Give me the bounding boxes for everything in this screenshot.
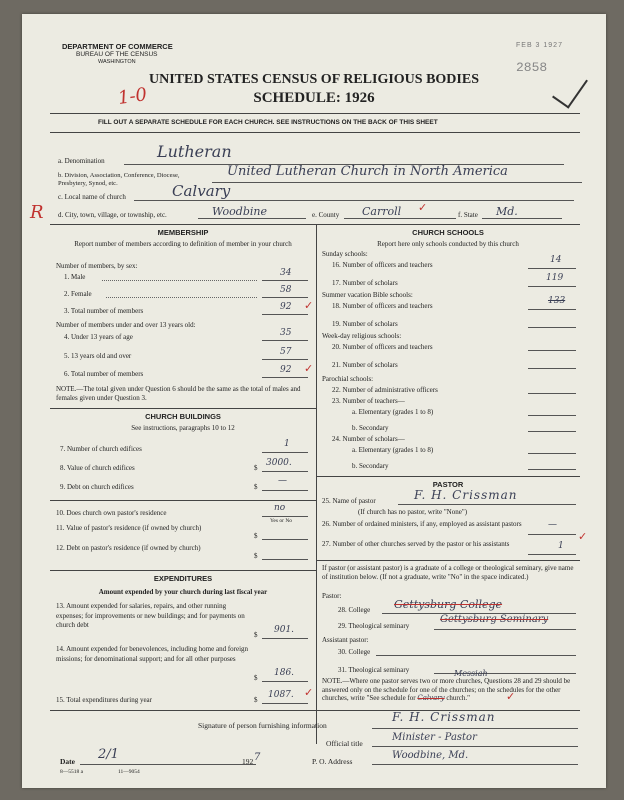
- q27-label: 27. Number of other churches served by the pastor or his assistants: [322, 540, 510, 548]
- buildings-title: CHURCH BUILDINGS: [145, 412, 221, 421]
- q2-label: 2. Female: [64, 290, 92, 298]
- q4-label: 4. Under 13 years of age: [64, 333, 133, 341]
- weekday-heading: Week-day religious schools:: [322, 332, 402, 340]
- pastor-note-struck: Calvary: [417, 694, 445, 702]
- side-mark: R: [30, 202, 44, 223]
- county-label: e. County: [312, 211, 340, 219]
- red-mark: 1-0: [116, 84, 149, 109]
- q3-label: 3. Total number of members: [64, 307, 144, 315]
- received-stamp: FEB 3 1927: [516, 42, 563, 49]
- q5-value: 57: [280, 347, 292, 357]
- pastor-note: [322, 677, 576, 703]
- denomination-label: a. Denomination: [58, 157, 105, 165]
- q8-value: 3000.: [266, 458, 292, 468]
- q21-label: 21. Number of scholars: [332, 361, 398, 369]
- q28-label: 28. College: [338, 606, 371, 614]
- pastor-note-insert: Messiah: [454, 669, 488, 678]
- q14-label: 14. Amount expended for benevolences, including home and foreign missions; for denominational support; and for all other purposes: [56, 645, 249, 663]
- pastor-subheading: Pastor:: [322, 592, 342, 600]
- red-check-icon: ✓: [304, 687, 314, 699]
- membership-title: MEMBERSHIP: [157, 228, 209, 237]
- red-check-icon: ✓: [418, 202, 428, 214]
- red-check-icon: ✓: [578, 531, 588, 543]
- membership-intro: Report number of members according to definition of member in your church: [74, 240, 292, 248]
- q27-value: 1: [558, 541, 564, 551]
- q24b-label: b. Secondary: [352, 462, 389, 470]
- q30-label: 30. College: [338, 648, 371, 656]
- q24a-label: a. Elementary (grades 1 to 8): [352, 446, 434, 454]
- q16-value: 14: [550, 255, 562, 265]
- q15-value: 1087.: [268, 690, 294, 700]
- q10-label: 10. Does church own pastor's residence: [56, 509, 167, 517]
- q2-value: 58: [280, 285, 292, 295]
- q28-value: Gettysburg College: [394, 598, 503, 611]
- yes-no-hint: Yes or No: [270, 518, 293, 524]
- membership-note: NOTE.—The total given under Question 6 should be the same as the total of males and females given under Question 3.: [56, 385, 301, 402]
- form-title: UNITED STATES CENSUS OF RELIGIOUS BODIES: [148, 72, 479, 87]
- sunday-heading: Sunday schools:: [322, 250, 368, 258]
- date-label: Date: [60, 757, 75, 766]
- q9-label: 9. Debt on church edifices: [60, 483, 134, 491]
- year-prefix: 192: [242, 757, 254, 766]
- county-value: Carroll: [362, 205, 402, 218]
- q26-value: —: [548, 520, 557, 530]
- q4-value: 35: [280, 328, 292, 338]
- sex-heading: Number of members, by sex:: [56, 262, 138, 270]
- red-check-icon: ✓: [506, 691, 516, 703]
- q31-label: 31. Theological seminary: [338, 666, 410, 674]
- q16-label: 16. Number of officers and teachers: [332, 261, 433, 269]
- q7-label: 7. Number of church edifices: [60, 445, 142, 453]
- q23-label: 23. Number of teachers—: [332, 397, 405, 405]
- q17-value: 119: [546, 273, 564, 283]
- q1-label: 1. Male: [64, 273, 86, 281]
- q13-value: 901.: [274, 625, 295, 635]
- serial-number: 2858: [516, 60, 548, 75]
- q6-value: 92: [280, 365, 292, 375]
- q19-label: 19. Number of scholars: [332, 320, 398, 328]
- q5-label: 5. 13 years old and over: [64, 352, 132, 360]
- q29-label: 29. Theological seminary: [338, 622, 410, 630]
- q10-value: no: [274, 503, 286, 513]
- denomination-value: Lutheran: [157, 142, 232, 161]
- bureau-name: BUREAU OF THE CENSUS: [76, 51, 158, 58]
- q12-label: 12. Debt on pastor's residence (if owned by church): [56, 544, 201, 552]
- expenditures-title: EXPENDITURES: [153, 574, 213, 583]
- division-value: United Lutheran Church in North America: [227, 164, 508, 179]
- graduate-intro: If pastor (or assistant pastor) is a graduate of a college or theological seminary, give name of institution below. (If not a graduate, write "No" in the space indicated.): [322, 564, 574, 581]
- schools-title: CHURCH SCHOOLS: [412, 228, 484, 237]
- q9-value: —: [278, 476, 287, 486]
- form-number: 8—5518 a: [60, 769, 84, 775]
- city-label: d. City, town, village, or township, etc.: [58, 211, 167, 219]
- state-label: f. State: [458, 211, 478, 219]
- q18-label: 18. Number of officers and teachers: [332, 302, 433, 310]
- summer-heading: Summer vacation Bible schools:: [322, 291, 413, 299]
- buildings-sub: See instructions, paragraphs 10 to 12: [131, 424, 235, 432]
- q11-label: 11. Value of pastor's residence (if owned by church): [56, 524, 202, 532]
- signature-label: Signature of person furnishing information: [198, 721, 327, 730]
- q15-label: 15. Total expenditures during year: [56, 696, 152, 704]
- assistant-subheading: Assistant pastor:: [322, 636, 369, 644]
- pastor-name: F. H. Crissman: [414, 488, 518, 502]
- q24-label: 24. Number of scholars—: [332, 435, 405, 443]
- q18-value: 133: [548, 296, 566, 306]
- q17-label: 17. Number of scholars: [332, 279, 398, 287]
- red-check-icon: ✓: [304, 300, 314, 312]
- po-address-label: P. O. Address: [312, 757, 353, 766]
- parochial-heading: Parochial schools:: [322, 375, 374, 383]
- city-value: Woodbine: [212, 205, 267, 218]
- q13-label: 13. Amount expended for salaries, repairs, and other running expenses; for improvements or new buildings; and for payments on church debt: [56, 602, 245, 629]
- q26-label: 26. Number of ordained ministers, if any, employed as assistant pastors: [322, 520, 522, 528]
- q22-label: 22. Number of administrative officers: [332, 386, 438, 394]
- q7-value: 1: [284, 439, 290, 449]
- year-value: 7: [254, 752, 261, 763]
- q25-note: (If church has no pastor, write "None"): [358, 508, 468, 516]
- q14-value: 186.: [274, 668, 295, 678]
- q3-value: 92: [280, 302, 292, 312]
- form-schedule: SCHEDULE: 1926: [253, 90, 375, 106]
- date-value: 2/1: [98, 747, 119, 762]
- q23b-label: b. Secondary: [352, 424, 389, 432]
- po-address-value: Woodbine, Md.: [392, 750, 469, 761]
- division-label: b. Division, Association, Conference, Diocese, Presbytery, Synod, etc.: [58, 172, 180, 187]
- q8-label: 8. Value of church edifices: [60, 464, 135, 472]
- q25-label: 25. Name of pastor: [322, 497, 376, 505]
- official-title-value: Minister - Pastor: [392, 732, 477, 743]
- age-heading: Number of members under and over 13 years old:: [56, 321, 196, 329]
- signature-value: F. H. Crissman: [392, 710, 496, 724]
- city-name: WASHINGTON: [98, 59, 136, 65]
- q20-label: 20. Number of officers and teachers: [332, 343, 433, 351]
- state-value: Md.: [496, 205, 518, 218]
- expenditures-sub: Amount expended by your church during last fiscal year: [98, 588, 268, 596]
- q29-value: Gettysburg Seminary: [440, 614, 549, 625]
- instructions: FILL OUT A SEPARATE SCHEDULE FOR EACH CHURCH. SEE INSTRUCTIONS ON THE BACK OF THIS SHEET: [98, 119, 438, 126]
- red-check-icon: ✓: [304, 363, 314, 375]
- print-number: 11—9054: [118, 769, 140, 775]
- church-name-label: c. Local name of church: [58, 193, 126, 201]
- church-name-value: Calvary: [172, 182, 231, 200]
- pastor-note-text: NOTE.—Where one pastor serves two or more churches, Questions 28 and 29 should be answered only on the schedule for one of the churches; on the schedules for the other churches, write "See schedule for: [322, 677, 571, 702]
- pastor-note-end: church.": [446, 694, 470, 702]
- dept-name: DEPARTMENT OF COMMERCE: [62, 42, 173, 51]
- pastor-title: PASTOR: [432, 480, 464, 489]
- official-title-label: Official title: [326, 739, 363, 748]
- schools-intro: Report here only schools conducted by this church: [377, 240, 519, 248]
- q6-label: 6. Total number of members: [64, 370, 144, 378]
- q1-value: 34: [280, 268, 292, 278]
- q23a-label: a. Elementary (grades 1 to 8): [352, 408, 434, 416]
- census-schedule: DEPARTMENT OF COMMERCE BUREAU OF THE CENSUS WASHINGTON FEB 3 1927 2858 UNITED STATES CENSUS OF RELIGIOUS BODIES SCHEDULE: 1926 1-0 FILL OUT A SEPARATE SCHEDULE FOR EACH CHURCH. SEE INSTRUCTIONS ON THE BACK OF THIS SHEET a. Denomination Lutheran b. Division, Association, Conference, Diocese, Presbytery, Synod, etc. United Lutheran Church in North America c. Local name of church Calvary R d. City, town, village, or township, etc. Woodbine e. County Carroll ✓ f. State Md. MEMBERSHIP Report number of members according to definition of member in your church Number of members, by sex: 1. Male 34 2. Female 58 3. Total number of members 92 ✓ Number of members under and over 13 years old: 4. Under 13 years of age 35 5. 13 years old and over 57 6. Total number of members 92 ✓ NOTE.—The total given under Question 6 should be the same as the total of males and females given under Question 3. CHURCH BUILDINGS See instructions, paragraphs 10 to 12 7. Number of church edifices 1 8. Value of church edifices $ 3000. 9. Debt on church edifices $ — 10. Does church own pastor's residence no Yes or No 11. Value of pastor's residence (if owned by church) $ 12. Debt on pastor's residence (if owned by church) $ EXPENDITURES Amount expended by your church during last fiscal year 13. Amount expended for salaries, repairs, and other running expenses; for improvements or new buildings; and for payments on church debt $ 901. 14. Amount expended for benevolences, including home and foreign missions; for denominational support; and for all other purposes $ 186. 15. Total expenditures during year $ 1087. ✓ CHURCH SCHOOLS Report here only schools conducted by this church Sunday schools: 16. Number of officers and teachers 14 17. Number of scholars 119 Summer vacation Bible schools: 18. Number of officers and teachers 133 19. Number of scholars Week-day religious schools: 20. Number of officers and teachers 21. Number of scholars Parochial schools: 22. Number of administrative officers 23. Number of teachers— a. Elementary (grades 1 to 8) b. Secondary 24. Number of scholars— a. Elementary (grades 1 to 8) b. Secondary PASTOR 25. Name of pastor F. H. Crissman (If church has no pastor, write "None") 26. Number of ordained ministers, if any, employed as assistant pastors — 27. Number of other churches served by the pastor or his assistants 1 ✓ If pastor (or assistant pastor) is a graduate of a college or theological seminary, give name of institution below. (If not a graduate, write "No" in the space indicated.) Pastor: 28. College Gettysburg College 29. Theological seminary Gettysburg Seminary Assistant pastor: 30. College 31. Theological seminary NOTE.—Where one pastor serves two or more churches, Questions 28 and 29 should be answered only on the schedule for one of the churches; on the schedules for the other churches, write "See schedule for Calvary church." Messiah ✓ Signature of person furnishing information F. H. Crissman Official title Minister - Pastor Date 2/1 192 7 P. O. Address Woodbine, Md. 8—5518 a 11—9054: [22, 14, 606, 788]
